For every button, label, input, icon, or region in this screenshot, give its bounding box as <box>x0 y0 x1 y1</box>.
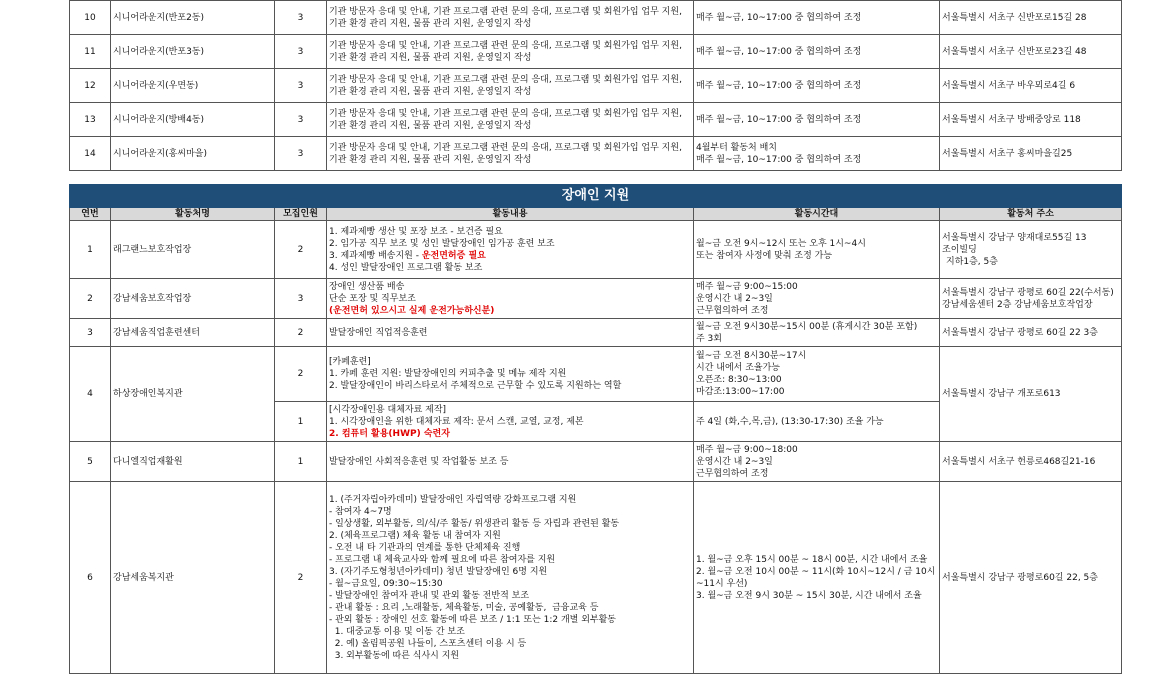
row-name: 래그랜느보호작업장 <box>111 221 275 279</box>
row-count: 3 <box>275 279 327 319</box>
row-count: 1 <box>275 442 327 482</box>
row-count: 1 <box>275 402 327 442</box>
row-address: 서울특별시 강남구 광평로 60길 22(수서동) 강남세움센터 2층 강남세움보호작업장 <box>940 279 1122 319</box>
row-address: 서울특별시 강남구 개포로613 <box>940 347 1122 442</box>
table-row <box>70 319 1122 347</box>
content-line: 1. 대중교통 이용 및 이동 간 보조 <box>329 626 465 637</box>
senior-lounge-table <box>69 0 1122 171</box>
table-row <box>70 347 1122 402</box>
header-no: 연번 <box>70 208 111 221</box>
content-line: 2. 예) 올림픽공원 나들이, 스포츠센터 이용 시 등 <box>329 638 527 649</box>
row-name: 시니어라운지(우면동) <box>111 69 275 103</box>
row-content: [시각장애인용 대체자료 제작] 1. 시각장애인을 위한 대체자료 제작: 문서 스캔, 교열, 교정, 제본 2. 컴퓨터 활용(HWP) 숙련자 <box>327 402 694 442</box>
row-time: 월~금 오전 9시~12시 또는 오후 1시~4시 또는 참여자 사정에 맞춰 조정 가능 <box>694 221 940 279</box>
table-header <box>70 208 1122 221</box>
table-row <box>70 103 1122 137</box>
row-address: 서울특별시 강남구 광평로 60길 22 3층 <box>940 319 1122 347</box>
row-time: 매주 월~금, 10~17:00 중 협의하여 조정 <box>694 103 940 137</box>
row-content: 기관 방문자 응대 및 안내, 기관 프로그램 관련 문의 응대, 프로그램 및 회원가입 업무 지원, 기관 환경 관리 지원, 물품 관리 지원, 운영일지 작성 <box>327 35 694 69</box>
row-count: 3 <box>275 1 327 35</box>
row-name: 다니엘직업재활원 <box>111 442 275 482</box>
row-content: 1. 제과제빵 생산 및 포장 보조 - 보건증 필요 2. 임가공 직무 보조 및 성인 발달장애인 임가공 훈련 보조 3. 제과제빵 배송지원 - 운전면허증 필요 4. 성인 발달장애인 프로그램 활동 보조 <box>327 221 694 279</box>
row-no: 4 <box>70 347 111 442</box>
row-count: 3 <box>275 69 327 103</box>
row-time: 월~금 오전 9시30분~15시 00분 (휴게시간 30분 포함) 주 3회 <box>694 319 940 347</box>
row-no: 12 <box>70 69 111 103</box>
table-row <box>70 442 1122 482</box>
row-no: 1 <box>70 221 111 279</box>
row-address: 서울특별시 서초구 방배중앙로 118 <box>940 103 1122 137</box>
row-name: 강남세움직업훈련센터 <box>111 319 275 347</box>
row-count: 2 <box>275 319 327 347</box>
content-line: 2. (체육프로그램) 체육 활동 내 참여자 지원 <box>329 530 501 541</box>
content-line: 3. 외부활동에 따른 식사시 지원 <box>329 650 460 661</box>
content-line: - 참여자 4~7명 <box>329 506 392 517</box>
row-count: 2 <box>275 221 327 279</box>
content-line: - 일상생활, 외부활동, 의/식/주 활동/ 위생관리 활동 등 자립과 관련된 활동 <box>329 518 620 529</box>
row-content: 기관 방문자 응대 및 안내, 기관 프로그램 관련 문의 응대, 프로그램 및 회원가입 업무 지원, 기관 환경 관리 지원, 물품 관리 지원, 운영일지 작성 <box>327 1 694 35</box>
row-no: 14 <box>70 137 111 171</box>
row-name: 강남세움복지관 <box>111 482 275 674</box>
table-row <box>70 279 1122 319</box>
row-no: 11 <box>70 35 111 69</box>
table-row <box>70 1 1122 35</box>
table-row <box>70 482 1122 674</box>
row-count: 3 <box>275 137 327 171</box>
content-line: - 관내 활동 : 요리 ,노래활동, 체육활동, 미술, 공예활동, 금융교육 등 <box>329 602 599 613</box>
row-address: 서울특별시 강남구 광평로60길 22, 5층 <box>940 482 1122 674</box>
content-line: - 월~금요일, 09:30~15:30 <box>329 578 443 589</box>
row-no: 2 <box>70 279 111 319</box>
header-count: 모집인원 <box>275 208 327 221</box>
row-count: 3 <box>275 103 327 137</box>
header-time: 활동시간대 <box>694 208 940 221</box>
header-name: 활동처명 <box>111 208 275 221</box>
row-count: 3 <box>275 35 327 69</box>
row-content <box>327 482 694 674</box>
row-content: 발달장애인 직업적응훈련 <box>327 319 694 347</box>
row-no: 5 <box>70 442 111 482</box>
row-time: 매주 월~금, 10~17:00 중 협의하여 조정 <box>694 35 940 69</box>
row-time: 매주 월~금, 10~17:00 중 협의하여 조정 <box>694 1 940 35</box>
row-time: 1. 월~금 오후 15시 00분 ~ 18시 00분, 시간 내에서 조율 2. 월~금 오전 10시 00분 ~ 11시(화 10시~12시 / 금 10시~11시 우선) 3. 월~금 오전 9시 30분 ~ 15시 30분, 시간 내에서 조율 <box>694 482 940 674</box>
row-content: 기관 방문자 응대 및 안내, 기관 프로그램 관련 문의 응대, 프로그램 및 회원가입 업무 지원, 기관 환경 관리 지원, 물품 관리 지원, 운영일지 작성 <box>327 137 694 171</box>
row-no: 6 <box>70 482 111 674</box>
section-title: 장애인 지원 <box>70 185 1122 208</box>
row-time: 매주 월~금 9:00~18:00 운영시간 내 2~3일 근무협의하여 조정 <box>694 442 940 482</box>
row-no: 13 <box>70 103 111 137</box>
row-time: 4월부터 활동처 배치 매주 월~금, 10~17:00 중 협의하여 조정 <box>694 137 940 171</box>
row-count: 2 <box>275 347 327 402</box>
content-line: - 오전 내 타 기관과의 연계를 통한 단체체육 진행 <box>329 542 521 553</box>
content-line: 1. (주거자립아카데미) 발달장애인 자립역량 강화프로그램 지원 <box>329 494 577 505</box>
row-content: 기관 방문자 응대 및 안내, 기관 프로그램 관련 문의 응대, 프로그램 및 회원가입 업무 지원, 기관 환경 관리 지원, 물품 관리 지원, 운영일지 작성 <box>327 69 694 103</box>
row-name: 하상장애인복지관 <box>111 347 275 442</box>
row-time: 매주 월~금, 10~17:00 중 협의하여 조정 <box>694 69 940 103</box>
content-line: - 발달장애인 참여자 관내 및 관외 활동 전반적 보조 <box>329 590 530 601</box>
table-row <box>70 221 1122 279</box>
row-no: 3 <box>70 319 111 347</box>
header-content: 활동내용 <box>327 208 694 221</box>
row-name: 시니어라운지(반포3동) <box>111 35 275 69</box>
row-name: 시니어라운지(홍씨마을) <box>111 137 275 171</box>
disability-support-table <box>69 184 1122 674</box>
row-address: 서울특별시 서초구 신반포로15길 28 <box>940 1 1122 35</box>
content-line: - 관외 활동 : 장애인 선호 활동에 따른 보조 / 1:1 또는 1:2 개별 외부활동 <box>329 614 616 625</box>
table-row <box>70 35 1122 69</box>
row-time: 주 4일 (화,수,목,금), (13:30-17:30) 조율 가능 <box>694 402 940 442</box>
row-address: 서울특별시 서초구 헌릉로468길21-16 <box>940 442 1122 482</box>
row-count: 2 <box>275 482 327 674</box>
row-address: 서울특별시 서초구 홍씨마을길25 <box>940 137 1122 171</box>
row-time: 월~금 오전 8시30분~17시 시간 내에서 조율가능 오픈조: 8:30~13:00 마감조:13:00~17:00 <box>694 347 940 402</box>
row-content: [카페훈련] 1. 카페 훈련 지원: 발달장애인의 커피추출 및 메뉴 제작 지원 2. 발달장애인이 바리스타로서 주체적으로 근무할 수 있도록 지원하는 역할 <box>327 347 694 402</box>
row-content: 기관 방문자 응대 및 안내, 기관 프로그램 관련 문의 응대, 프로그램 및 회원가입 업무 지원, 기관 환경 관리 지원, 물품 관리 지원, 운영일지 작성 <box>327 103 694 137</box>
row-content: 발달장애인 사회적응훈련 및 작업활동 보조 등 <box>327 442 694 482</box>
row-address: 서울특별시 서초구 신반포로23길 48 <box>940 35 1122 69</box>
row-time: 매주 월~금 9:00~15:00 운영시간 내 2~3일 근무협의하여 조정 <box>694 279 940 319</box>
row-name: 시니어라운지(방배4동) <box>111 103 275 137</box>
content-line: - 프로그램 내 체육교사와 함께 필요에 따른 참여자를 지원 <box>329 554 556 565</box>
header-address: 활동처 주소 <box>940 208 1122 221</box>
row-name: 강남세움보호작업장 <box>111 279 275 319</box>
row-address: 서울특별시 강남구 양재대로55길 13 조이빌딩 지하1층, 5층 <box>940 221 1122 279</box>
row-no: 10 <box>70 1 111 35</box>
content-line: 3. (자기주도형청년아카데미) 청년 발달장애인 6명 지원 <box>329 566 548 577</box>
table-row <box>70 69 1122 103</box>
row-name: 시니어라운지(반포2동) <box>111 1 275 35</box>
row-address: 서울특별시 서초구 바우뫼로4길 6 <box>940 69 1122 103</box>
row-content: 장애인 생산품 배송 단순 포장 및 직무보조 (운전면허 있으시고 실제 운전가능하신분) <box>327 279 694 319</box>
table-row <box>70 137 1122 171</box>
